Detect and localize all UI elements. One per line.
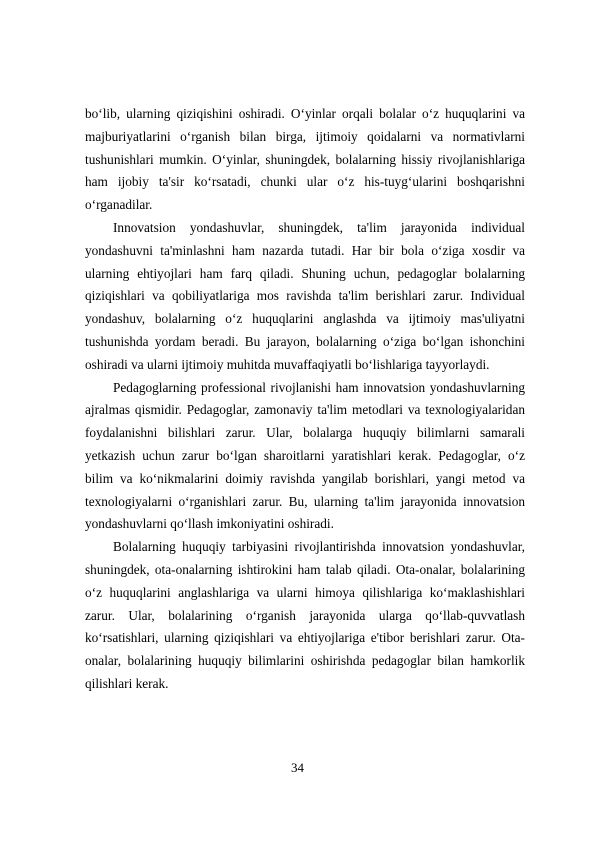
body-text bbox=[85, 103, 525, 696]
paragraph-2: Innovatsion yondashuvlar, shuningdek, ta'lim jarayonida individual yondashuvni ta'minlashni ham nazarda tutadi. Har bir bola o‘ziga xosdir va ularning ehtiyojlari ham farq qiladi. Shuning uchun, pedagoglar bolalarning qiziqishlari va qobiliyatlariga mos ravishda ta'lim berishlari zarur. Individual yondashuv, bolalarning o‘z huquqlarini anglashda va ijtimoiy mas'uliyatni tushunishda yordam beradi. Bu jarayon, bolalarning o‘ziga bo‘lgan ishonchini oshiradi va ularni ijtimoiy muhitda muvaffaqiyatli bo‘lishlariga tayyorlaydi. bbox=[85, 219, 525, 372]
page-number: 34 bbox=[291, 760, 304, 775]
paragraph-3: Pedagoglarning professional rivojlanishi ham innovatsion yondashuvlarning ajralmas qismidir. Pedagoglar, zamonaviy ta'lim metodlari va texnologiyalaridan foydalanishni bilishlari zarur. Ular, bolalarga huquqiy bilimlarni samarali yetkazish uchun zarur bo‘lgan sharoitlarni yaratishlari kerak. Pedagoglar, o‘z bilim va ko‘nikmalarini doimiy ravishda yangilab borishlari, yangi metod va texnologiyalarni o‘rganishlari zarur. Bu, ularning ta'lim jarayonida innovatsion yondashuvlarni qo‘llash imkoniyatini oshiradi. bbox=[85, 379, 525, 532]
paragraph-4: Bolalarning huquqiy tarbiyasini rivojlantirishda innovatsion yondashuvlar, shuningdek, ota-onalarning ishtirokini ham talab qiladi. Ota-onalar, bolalarining o‘z huquqlarini anglashlariga va ularni himoya qilishlariga ko‘maklashishlari zarur. Ular, bolalarining o‘rganish jarayonida ularga qo‘llab-quvvatlash ko‘rsatishlari, ularning qiziqishlari va ehtiyojlariga e'tibor berishlari zarur. Ota-onalar, bolalarining huquqiy bilimlarini oshirishda pedagoglar bilan hamkorlik qilishlari kerak. bbox=[85, 539, 525, 691]
paragraph-1: bo‘lib, ularning qiziqishini oshiradi. O‘yinlar orqali bolalar o‘z huquqlarini va majburiyatlarini o‘rganish bilan birga, ijtimoiy qoidalarni va normativlarni tushunishlari mumkin. O‘yinlar, shuningdek, bolalarning hissiy rivojlanishlariga ham ijobiy ta'sir ko‘rsatadi, chunki ular o‘z his-tuyg‘ularini boshqarishni o‘rganadilar. bbox=[85, 106, 525, 213]
